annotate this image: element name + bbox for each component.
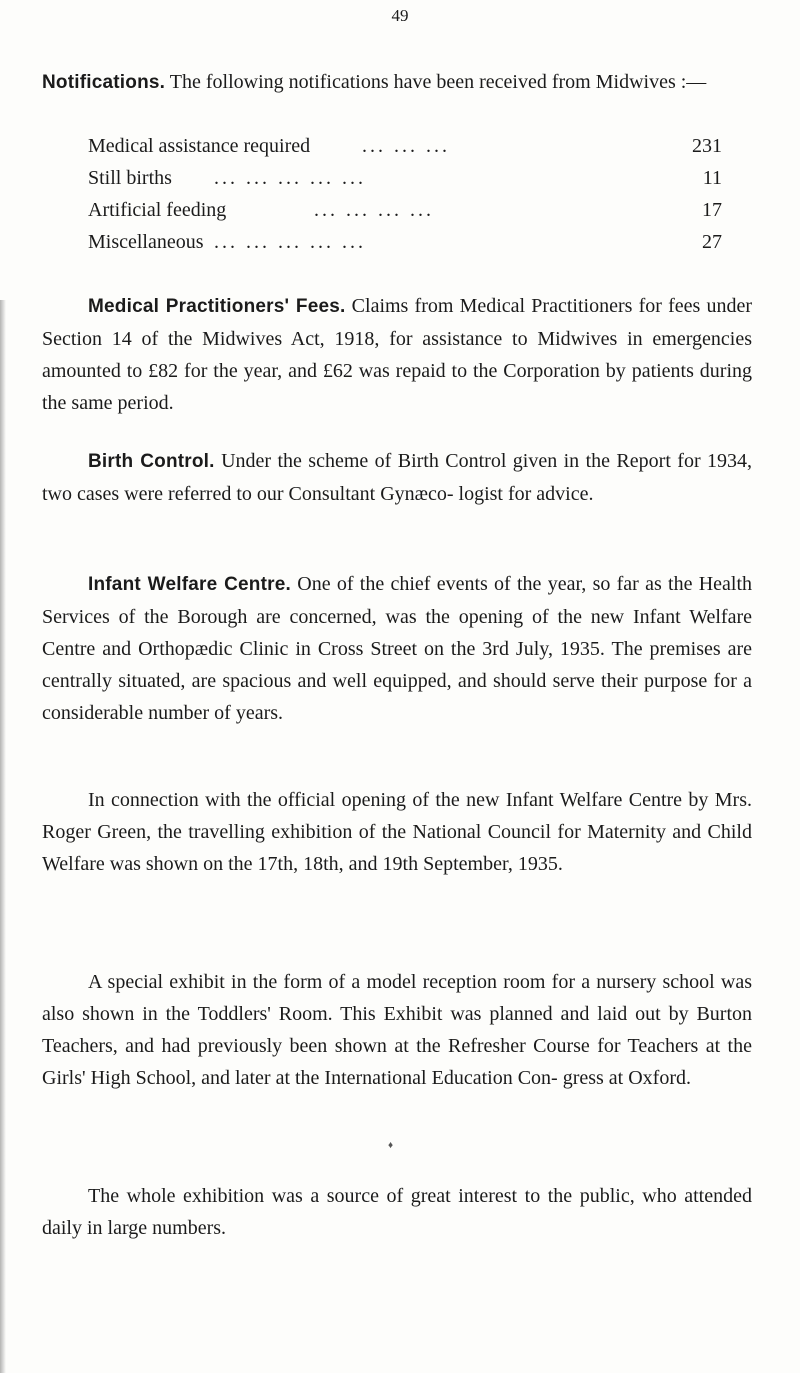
notification-label: Still births	[88, 167, 172, 189]
list-item	[42, 130, 752, 162]
notification-count: 17	[702, 199, 722, 221]
leader-dots: ... ... ... ...	[314, 199, 434, 221]
fees-heading: Medical Practitioners' Fees.	[88, 296, 346, 317]
list-item	[42, 226, 752, 258]
ink-speck: ♦	[388, 1140, 394, 1151]
notification-label: Medical assistance required	[88, 135, 311, 157]
paragraph: The whole exhibition was a source of great interest to the public, who attended daily in large numbers.	[42, 1185, 752, 1239]
leader-dots: ... ... ... ... ...	[214, 167, 366, 189]
list-item	[42, 194, 752, 226]
scan-edge-shadow	[0, 300, 6, 1373]
infant-welfare-section	[42, 568, 752, 729]
infant-welfare-text: One of the chief events of the year, so far as the Health Services of the Borough are concerned, was the opening of the new Infant Welfare Centre and Orthopædic Clinic in Cross Street on the 3rd July, 1935. The premises are centrally situated, are spacious and well equipped, and should serve their purpose for a considerable number of years.	[42, 573, 753, 724]
fees-text: Claims from Medical Practitioners for fees under Section 14 of the Midwives Act, 1918, for assistance to Midwives in emergencies amounted to £82 for the year, and £62 was repaid to the Corporation by patients during the same period.	[42, 295, 752, 414]
notifications-section	[42, 66, 752, 99]
notifications-intro: The following notifications have been received from Midwives :—	[169, 71, 707, 93]
leader-dots: ... ... ...	[362, 135, 450, 157]
list-item	[42, 162, 752, 194]
leader-dots: ... ... ... ... ...	[214, 231, 366, 253]
notification-count: 11	[702, 167, 722, 189]
birth-control-heading: Birth Control.	[88, 451, 215, 472]
notifications-list	[42, 130, 752, 258]
birth-control-text: Under the scheme of Birth Control given in the Report for 1934, two cases were referred to our Consultant Gynæco- logist for advice.	[42, 450, 753, 505]
notification-count: 231	[692, 135, 722, 157]
paragraph: In connection with the official opening of the new Infant Welfare Centre by Mrs. Roger Green, the travelling exhibition of the National Council for Maternity and Child Welfare was shown on the 17th, 18th, and 19th September, 1935.	[42, 789, 752, 875]
notifications-heading: Notifications.	[42, 72, 166, 93]
notification-label: Artificial feeding	[88, 199, 227, 221]
fees-section	[42, 290, 752, 419]
paragraph: A special exhibit in the form of a model reception room for a nursery school was also shown in the Toddlers' Room. This Exhibit was planned and laid out by Burton Teachers, and had previously been shown at the Refresher Course for Teachers at the Girls' High School, and later at the International Education Con- gress at Oxford.	[42, 971, 752, 1089]
infant-welfare-heading: Infant Welfare Centre.	[88, 574, 291, 595]
page-number: 49	[391, 6, 409, 25]
notification-count: 27	[702, 231, 722, 253]
birth-control-section	[42, 445, 752, 510]
notification-label: Miscellaneous	[88, 231, 204, 253]
